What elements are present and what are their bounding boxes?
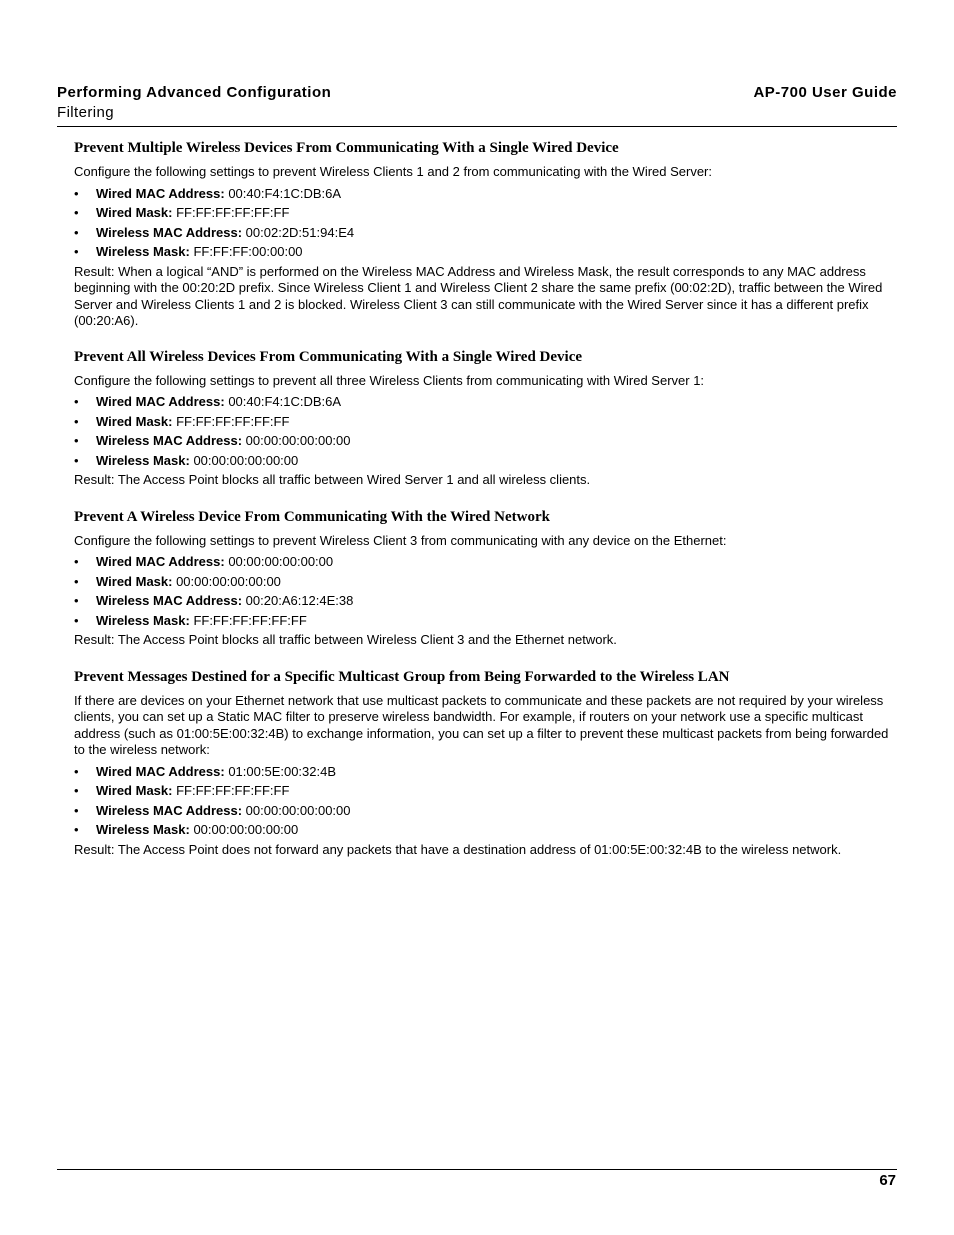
list-item (74, 203, 896, 223)
bullet-icon: • (74, 185, 79, 201)
section-intro: Configure the following settings to prevent Wireless Client 3 from communicating with any device on the Ethernet: (74, 532, 727, 548)
setting-label: Wired Mask: (96, 573, 173, 589)
settings-list (74, 762, 896, 840)
section-result: Result: The Access Point does not forward any packets that have a destination address of 01:00:5E:00:32:4B to the wireless network. (74, 841, 842, 857)
section-single-wireless (74, 507, 896, 649)
list-item (74, 781, 896, 801)
list-item (74, 611, 896, 631)
page-header (57, 84, 897, 121)
list-item (74, 223, 896, 243)
chapter-title: Performing Advanced Configuration (57, 84, 332, 101)
setting-label: Wired MAC Address: (96, 763, 225, 779)
bullet-icon: • (74, 573, 79, 589)
section-intro: Configure the following settings to prevent Wireless Clients 1 and 2 from communicating with the Wired Server: (74, 164, 713, 179)
bullet-icon: • (74, 244, 79, 259)
list-item (74, 184, 896, 204)
footer-divider (57, 1169, 897, 1170)
bullet-icon: • (74, 763, 79, 779)
setting-value: FF:FF:FF:FF:FF:FF (172, 413, 290, 429)
bullet-icon: • (74, 224, 79, 240)
list-item (74, 431, 896, 451)
setting-value: 00:40:F4:1C:DB:6A (224, 185, 342, 201)
bullet-icon: • (74, 802, 79, 818)
page-content (74, 138, 896, 858)
setting-value: 00:00:00:00:00:00 (242, 433, 351, 448)
setting-value: 00:00:00:00:00:00 (189, 822, 299, 837)
section-result: Result: When a logical “AND” is performed on the Wireless MAC Address and Wireless Mask, the result corresponds to any MAC address beginning with the 00:20:2D prefix. Since Wireless Client 1 and Wireless Client 2 share the same prefix (00:02:2D), traffic between the Wired Server and Wireless Clients 1 and 2 is blocked. Wireless Client 3 can still communicate with the Wired Server since it has a different prefix (00:20:A6). (74, 263, 883, 328)
setting-value: 01:00:5E:00:32:4B (224, 763, 337, 779)
setting-label: Wireless Mask: (96, 452, 190, 468)
list-item (74, 552, 896, 572)
list-item (74, 242, 896, 262)
setting-label: Wireless Mask: (96, 612, 190, 628)
bullet-icon: • (74, 205, 79, 220)
bullet-icon: • (74, 433, 79, 448)
settings-list (74, 392, 896, 470)
setting-value: FF:FF:FF:FF:FF:FF (172, 205, 290, 220)
list-item (74, 762, 896, 782)
header-row (57, 84, 897, 101)
setting-value: 00:40:F4:1C:DB:6A (224, 394, 342, 409)
list-item (74, 591, 896, 611)
section-multicast (74, 667, 896, 859)
setting-value: 00:00:00:00:00:00 (172, 573, 281, 589)
list-item (74, 572, 896, 592)
setting-label: Wired MAC Address: (96, 185, 225, 201)
bullet-icon: • (74, 593, 79, 608)
section-name: Filtering (57, 104, 114, 121)
setting-value: FF:FF:FF:FF:FF:FF (172, 783, 290, 798)
setting-value: 00:00:00:00:00:00 (242, 802, 351, 818)
section-result: Result: The Access Point blocks all traffic between Wireless Client 3 and the Ethernet network. (74, 632, 617, 647)
list-item (74, 801, 896, 821)
setting-label: Wired MAC Address: (96, 394, 225, 409)
list-item (74, 820, 896, 840)
section-heading: Prevent A Wireless Device From Communicating With the Wired Network (74, 508, 550, 525)
setting-value: 00:00:00:00:00:00 (189, 452, 299, 468)
section-heading: Prevent All Wireless Devices From Communicating With a Single Wired Device (74, 348, 583, 365)
section-heading: Prevent Multiple Wireless Devices From Communicating With a Single Wired Device (74, 140, 619, 156)
section-heading: Prevent Messages Destined for a Specific Multicast Group from Being Forwarded to the Wireless LAN (74, 668, 730, 685)
bullet-icon: • (74, 554, 79, 569)
guide-title: AP-700 User Guide (753, 84, 897, 101)
bullet-icon: • (74, 413, 79, 429)
setting-label: Wired Mask: (96, 783, 173, 798)
setting-value: FF:FF:FF:00:00:00 (189, 244, 303, 259)
bullet-icon: • (74, 452, 79, 468)
setting-value: 00:20:A6:12:4E:38 (242, 593, 354, 608)
setting-label: Wireless Mask: (96, 244, 190, 259)
section-intro: If there are devices on your Ethernet network that use multicast packets to communicate and these packets are not required by your wireless clients, you can set up a Static MAC filter to preserve wireless bandwidth. For example, if routers on your network use a specific multicast address (such as 01:00:5E:00:32:4B) to exchange information, you can set up a filter to prevent these multicast packets from being forwarded to the wireless network: (74, 692, 889, 757)
list-item (74, 392, 896, 412)
setting-label: Wireless MAC Address: (96, 802, 243, 818)
header-divider (57, 126, 897, 127)
setting-value: 00:02:2D:51:94:E4 (242, 224, 355, 240)
setting-label: Wireless MAC Address: (96, 433, 243, 448)
setting-label: Wired Mask: (96, 413, 173, 429)
bullet-icon: • (74, 394, 79, 409)
section-intro: Configure the following settings to prevent all three Wireless Clients from communicating with Wired Server 1: (74, 372, 705, 388)
setting-label: Wireless Mask: (96, 822, 190, 837)
bullet-icon: • (74, 612, 79, 628)
setting-value: FF:FF:FF:FF:FF:FF (189, 612, 307, 628)
setting-value: 00:00:00:00:00:00 (224, 554, 334, 569)
list-item (74, 451, 896, 471)
section-multiple-wireless (74, 138, 896, 330)
settings-list (74, 184, 896, 262)
settings-list (74, 552, 896, 630)
setting-label: Wired Mask: (96, 205, 173, 220)
section-all-wireless (74, 347, 896, 489)
list-item (74, 412, 896, 432)
page-number: 67 (879, 1172, 896, 1189)
section-result: Result: The Access Point blocks all traffic between Wired Server 1 and all wireless clients. (74, 472, 591, 487)
setting-label: Wired MAC Address: (96, 554, 225, 569)
setting-label: Wireless MAC Address: (96, 593, 243, 608)
bullet-icon: • (74, 822, 79, 837)
bullet-icon: • (74, 783, 79, 798)
setting-label: Wireless MAC Address: (96, 224, 243, 240)
